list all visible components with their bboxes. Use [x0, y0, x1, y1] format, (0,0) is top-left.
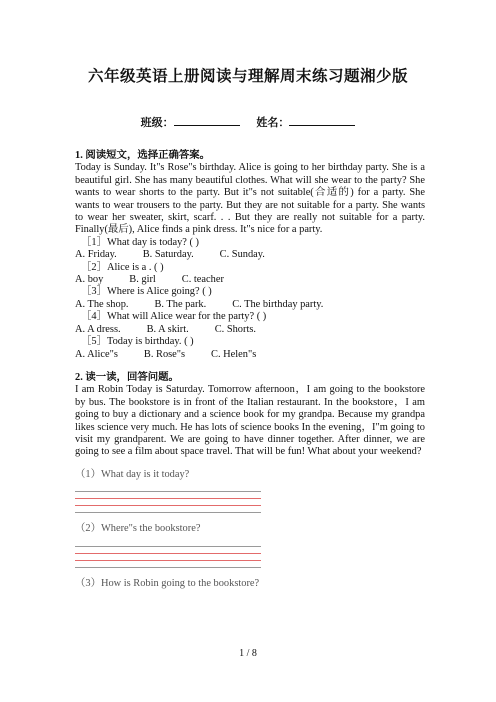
question-5: ［5］Today is birthday. ( ) [81, 336, 194, 348]
section1-title: 1. 阅读短文，选择正确答案。 [75, 150, 211, 161]
answer-lines-1[interactable] [75, 485, 261, 513]
name-label: 姓名： [256, 117, 290, 129]
section2-title: 2. 读一读，回答问题。 [75, 371, 179, 383]
name-blank [289, 115, 355, 126]
question-1: ［1］What day is today? ( ) [81, 236, 200, 248]
content-area [75, 150, 425, 590]
question-2-options: A. boy B. girl C. teacher [75, 274, 224, 286]
question-3: ［3］Where is Alice going? ( ) [81, 286, 212, 298]
section1-passage: Today is Sunday. It"s Rose"s birthday. Alice is going to her birthday party. She is a beautiful girl. She has many beautiful clothes. What will she wear to the party? She wants to wear shorts to the party. But it"s not suitable(合适的) for a party. She wants to wear trousers to the party. But they are not suitable for a party. She wants to wear her sweater, skirt, scarf. . . But they are really not suitable for a party. Finally(最后), Alice finds a pink dress. It"s nice for a party. [75, 162, 425, 236]
answer-question-3: （3）How is Robin going to the bookstore? [75, 577, 260, 589]
question-3-options: A. The shop. B. The park. C. The birthday party. [75, 298, 324, 310]
question-4-options: A. A dress. B. A skirt. C. Shorts. [75, 323, 256, 335]
question-5-options: A. Alice"s B. Rose"s C. Helen"s [75, 348, 257, 360]
answer-question-2: （2）Where"s the bookstore? [75, 523, 201, 535]
class-label: 班级： [140, 117, 174, 129]
page-number: 1 / 8 [239, 648, 257, 659]
question-2: ［2］Alice is a . ( ) [81, 261, 164, 273]
class-blank [174, 115, 240, 126]
page-title: 六年级英语上册阅读与理解周末练习题湘少版 [87, 68, 408, 85]
question-4: ［4］What will Alice wear for the party? ( ) [81, 311, 267, 323]
answer-lines-2[interactable] [75, 540, 261, 568]
section2-passage: I am Robin Today is Saturday. Tomorrow afternoon，I am going to the bookstore by bus. The bookstore is in front of the Italian restaurant. In the bookstore，I am going to buy a dictionary and a science book for my grandpa. Because my grandpa likes science very much. He has lots of science books In the evening，I"m going to visit my grandparent. We are going to have dinner together. After dinner, we are going to see a film about space travel. That will be fun! What about your weekend? [75, 384, 425, 458]
student-info-row [0, 114, 496, 130]
question-1-options: A. Friday. B. Saturday. C. Sunday. [75, 249, 265, 261]
answer-question-1: （1）What day is it today? [75, 468, 190, 480]
